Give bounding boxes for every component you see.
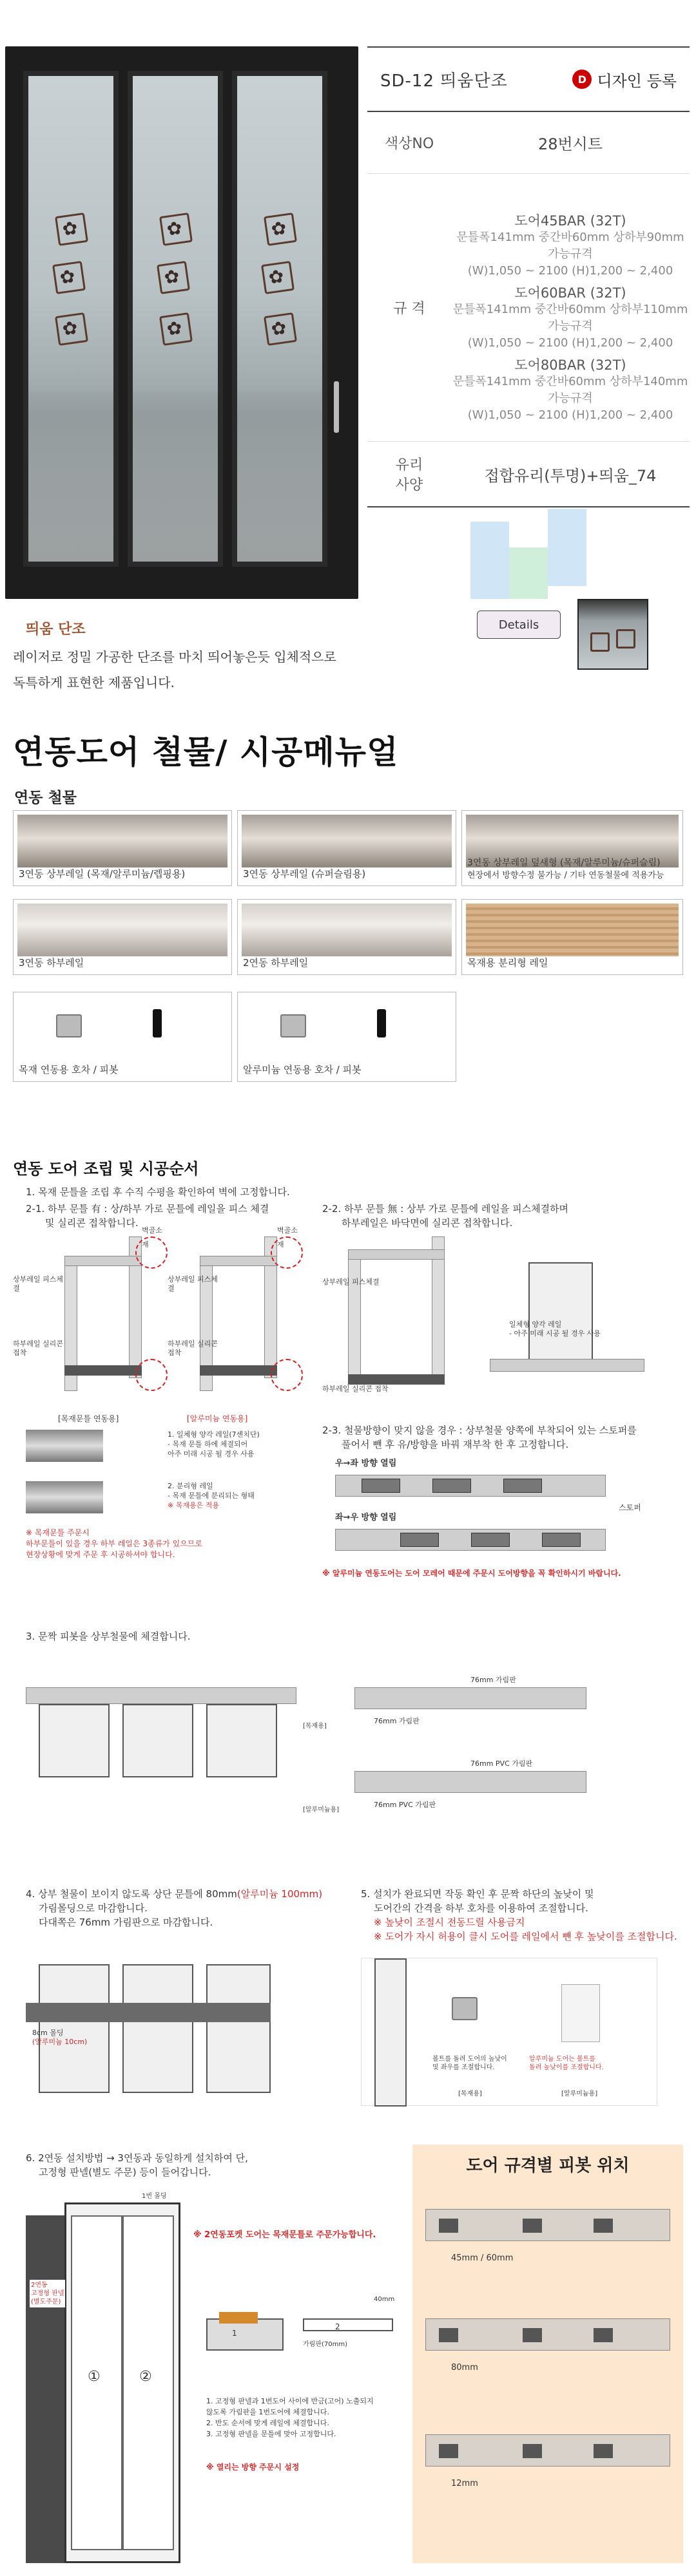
roller-icon xyxy=(56,1014,82,1037)
rail-cross-section-image xyxy=(26,1430,103,1462)
diagram-label: 벽골소재 xyxy=(277,1226,298,1249)
step-text-line: (별도주문) xyxy=(31,2298,61,2306)
door-number-2: ② xyxy=(139,2369,152,2385)
step-text-line: 1. 일체형 양각 레일(7센치단) xyxy=(168,1430,260,1439)
hardware-item xyxy=(237,810,456,886)
alu-roller-icon xyxy=(561,1984,600,2042)
hardware-item xyxy=(461,899,683,975)
alu-direction-warning: ※ 알루미늄 연동도어는 도어 모레어 때문에 주문시 도어방향을 꼭 확인하시기 바랍니다. xyxy=(322,1569,621,1578)
forged-motif-icon xyxy=(159,213,193,246)
diagram-label: 가림판(70mm) xyxy=(303,2341,347,2348)
step-text-line: 가림몰딩으로 마감합니다. xyxy=(39,1902,148,1914)
step-text-line: 아주 미래 시공 될 경우 사용 xyxy=(168,1450,255,1458)
hardware-item-label: 3연동 상부레일 (목재/알루미늄/렙핑용) xyxy=(19,868,186,880)
hardware-item xyxy=(461,810,683,886)
step-text-line: 도어간의 간격을 하부 호차를 이용하여 조절합니다. xyxy=(374,1902,588,1914)
spec-title-row xyxy=(367,46,690,112)
step-text-line: 고정형 판넬 xyxy=(31,2290,64,2297)
step-text-line: 다대쪽은 76mm 가림판으로 마감합니다. xyxy=(39,1917,213,1928)
rail-cross-section-image xyxy=(26,1481,103,1513)
warning-line: 현장상황에 맞게 주문 후 시공하셔야 합니다. xyxy=(26,1550,175,1559)
spec-size-row xyxy=(367,174,690,442)
wood-order-warning xyxy=(26,1528,202,1560)
hardware-item-note: 현장에서 방향수정 불가능 / 기타 연동철물에 적용가능 xyxy=(467,871,664,880)
pivot-row-80 xyxy=(425,2318,670,2351)
pivot-panel-title: 도어 규격별 피봇 위치 xyxy=(466,2156,630,2175)
molding-label xyxy=(32,2029,87,2047)
rail-note-side xyxy=(509,1320,601,1338)
roller-icon xyxy=(452,1997,478,2020)
two-door-diagram xyxy=(26,2193,180,2563)
hardware-item xyxy=(13,810,232,886)
diagram-label: 76mm 가림판 xyxy=(374,1717,420,1725)
door-panel-left xyxy=(23,71,119,567)
pivot-row-label: 12mm xyxy=(451,2479,478,2488)
forged-motif-icon xyxy=(590,632,610,652)
step-text-line: 2. 반도 순서에 맞게 레일에 체결합니다. xyxy=(206,2419,329,2427)
hardware-item xyxy=(237,899,456,975)
alu-frame-diagram xyxy=(168,1226,303,1404)
hardware-title: 연동 철물 xyxy=(14,790,77,806)
step-3-text: 3. 문짝 피봇을 상부철물에 체결합니다. xyxy=(26,1631,191,1642)
spec-glass-value: 접합유리(투명)+띄움_74 xyxy=(484,466,657,485)
diagram-caption: [알루미늄 연동용] xyxy=(187,1414,248,1423)
forged-motif-icon xyxy=(261,261,295,294)
forged-motif-icon xyxy=(52,261,86,294)
diagram-label: 상부레일 피스체결 xyxy=(13,1275,63,1293)
diagram-label: [목재용] xyxy=(458,2090,482,2098)
step-text-line: 풀어서 뺀 후 유/방향을 바꿔 재부착 한 후 고정합니다. xyxy=(342,1439,569,1450)
door-spec-head: 도어60BAR (32T) xyxy=(514,285,626,301)
lower-rail-image xyxy=(242,904,452,956)
step-text-line: 2. 분리형 레일 xyxy=(168,1482,213,1490)
cover-plate-diagram xyxy=(303,1674,632,1829)
diagram-label: 상부레일 피스체결 xyxy=(322,1278,380,1286)
spec-color-label: 색상NO xyxy=(384,136,434,152)
door-spec-line: 문틀폭141mm 중간바60mm 상하부110mm xyxy=(452,303,688,316)
fixed-panel-label xyxy=(30,2280,65,2307)
step-text-line: 1. 고정형 판넬과 1번도어 사이에 반금(고어) 노출되지 xyxy=(206,2397,374,2405)
spec-table xyxy=(367,46,690,507)
step-2-2-text xyxy=(322,1202,568,1230)
step-text-line: 2-2. 하부 문틀 無 : 상부 가로 문틀에 레일을 피스체결하며 xyxy=(322,1203,569,1215)
wood-rail-image xyxy=(466,904,679,956)
upper-rail-image xyxy=(242,815,452,867)
molding-image xyxy=(26,1945,271,2093)
step-5-text xyxy=(361,1887,677,1944)
hardware-item xyxy=(237,992,456,1082)
no-bottom-frame-diagram xyxy=(322,1236,464,1404)
hardware-item-label: 3연동 상부레일 덮새형 (목재/알루미늄/슈퍼슬림) xyxy=(467,858,661,868)
door-spec-45 xyxy=(451,213,690,279)
stopper-label: 스토퍼 xyxy=(619,1503,641,1512)
door-panel-middle xyxy=(128,71,223,567)
product-thumbnail[interactable] xyxy=(577,599,648,670)
step-text-line: 하부레일은 바닥면에 실리콘 접착합니다. xyxy=(342,1217,513,1229)
pivot-icon xyxy=(153,1009,162,1037)
spec-glass-label xyxy=(367,442,451,506)
direction-label: 좌→우 방향 열림 xyxy=(335,1513,397,1522)
product-name: 띄움 단조 xyxy=(26,621,86,638)
spec-glass-label-line: 사양 xyxy=(395,477,423,493)
door-spec-line: (W)1,050 ~ 2100 (H)1,200 ~ 2,400 xyxy=(467,264,673,278)
door-spec-60 xyxy=(451,285,690,352)
direction-label: 우→좌 방향 열림 xyxy=(335,1459,397,1468)
hardware-item-label: 목재 연동용 호차 / 피봇 xyxy=(19,1064,119,1075)
diagram-label: 벽골소재 xyxy=(142,1226,162,1249)
hardware-item-label: 2연동 하부레일 xyxy=(243,957,309,969)
pivot-position-panel xyxy=(412,2145,683,2563)
spec-color-row xyxy=(367,112,690,174)
diagram-label: [목재용] xyxy=(303,1723,327,1730)
product-code-title: SD-12 띄움단조 xyxy=(380,71,508,91)
door-spec-head: 도어80BAR (32T) xyxy=(514,357,626,373)
spec-size-label: 규 격 xyxy=(393,301,425,317)
design-registration-label: 디자인 등록 xyxy=(597,71,677,90)
door-spec-line: 가능규격 xyxy=(548,392,593,405)
pivot-row-12 xyxy=(425,2434,670,2467)
pivot-icon xyxy=(377,1009,386,1037)
hardware-item-label: 알루미늄 연동용 호차 / 피봇 xyxy=(243,1064,362,1075)
step-1-text: 1. 목재 문틀을 조립 후 수직 수평을 확인하여 벽에 고정합니다. xyxy=(26,1186,290,1198)
diagram-label: 하부레일 실리콘 접착 xyxy=(322,1385,389,1393)
adjust-caption xyxy=(432,2055,507,2072)
upper-rail-image xyxy=(17,815,227,867)
step-text-line: 5. 설치가 완료되면 작동 확인 후 문짝 하단의 높낮이 및 xyxy=(361,1888,594,1900)
step-text-line: 3. 고정형 판넬을 문틀에 맞아 고정합니다. xyxy=(206,2430,336,2438)
step-text-line: ※ 목재용은 적용 xyxy=(168,1501,219,1510)
step-text-line: - 목재 문틀 하에 체결되어 xyxy=(168,1440,248,1448)
hardware-item-label: 3연동 하부레일 xyxy=(19,957,84,969)
step-text-line: 4. 상부 철물이 보이지 않도록 상단 문틀에 80mm xyxy=(26,1888,237,1900)
step-6-notes xyxy=(206,2396,374,2439)
details-button[interactable]: Details xyxy=(477,611,561,639)
forged-motif-icon xyxy=(55,213,88,246)
design-registration-icon: D xyxy=(572,70,592,89)
step-text-line: 8cm 몰딩 xyxy=(32,2029,64,2037)
step-text-line: 일체형 양각 레일 xyxy=(509,1320,562,1329)
spec-glass-label-line: 유리 xyxy=(395,457,423,473)
hardware-item xyxy=(13,992,232,1082)
rail-note-2 xyxy=(168,1481,255,1510)
step-6-final-warning: ※ 열리는 방향 주문시 설정 xyxy=(206,2463,300,2472)
step-text-line: 고정형 판넬(별도 주문) 등이 들어갑니다. xyxy=(39,2166,211,2178)
cover-plate-install-diagram xyxy=(206,2293,400,2370)
forged-motif-icon xyxy=(616,629,635,649)
forged-motif-icon xyxy=(157,261,190,294)
diagram-label: 2 xyxy=(335,2322,340,2331)
product-description-line: 독특하게 표현한 제품입니다. xyxy=(13,675,175,690)
assembly-title: 연동 도어 조립 및 시공순서 xyxy=(13,1160,199,1178)
door-spec-line: 가능규격 xyxy=(548,247,593,261)
door-spec-line: (W)1,050 ~ 2100 (H)1,200 ~ 2,400 xyxy=(467,336,673,350)
step-text-line: 및 실리콘 접착합니다. xyxy=(45,1217,139,1229)
rail-profile-image xyxy=(490,1359,644,1372)
diagram-label: 40mm xyxy=(374,2296,395,2303)
wall-frame-image xyxy=(490,1262,632,1365)
spec-color-value: 28번시트 xyxy=(537,135,603,153)
door-spec-line: 가능규격 xyxy=(548,319,593,333)
product-door-image xyxy=(5,46,358,599)
manual-title: 연동도어 철물/ 시공메뉴얼 xyxy=(13,734,399,771)
product-description-line: 레이저로 정밀 가공한 단조를 마치 띄어놓은듯 입체적으로 xyxy=(13,649,336,665)
door-spec-80 xyxy=(451,357,690,424)
roller-icon xyxy=(280,1014,306,1037)
step-text-line: 알루미늄 도어는 볼트를 xyxy=(529,2056,595,2063)
pivot-assembly-image xyxy=(26,1662,296,1777)
step-warning: ※ 도어가 자시 허용이 클시 도어를 레일에서 뺀 후 높낮이를 조절합니다. xyxy=(374,1931,677,1942)
rail-note-1 xyxy=(168,1430,260,1459)
step-6-text xyxy=(26,2151,248,2179)
design-registration xyxy=(572,68,677,91)
diagram-label: 상부레일 피스체결 xyxy=(168,1275,218,1293)
door-panel-right xyxy=(232,71,327,567)
hardware-item xyxy=(13,899,232,975)
pivot-row-45-60 xyxy=(425,2209,670,2241)
hardware-item-label: 3연동 상부레일 (슈퍼슬림용) xyxy=(243,868,366,880)
watermark-logo-icon xyxy=(470,509,586,605)
forged-motif-icon xyxy=(264,312,297,346)
step-6-warning: ※ 2연동포켓 도어는 목재문틀로 주문가능합니다. xyxy=(193,2230,376,2240)
warning-line: 하부문틀이 있을 경우 하부 레일은 3종류가 있으므로 xyxy=(26,1539,202,1548)
warning-title: ※ 목재문틀 주문시 xyxy=(26,1528,90,1537)
roller-pivot-image xyxy=(17,996,227,1061)
door-spec-line: (W)1,050 ~ 2100 (H)1,200 ~ 2,400 xyxy=(467,408,673,422)
diagram-label: [알루미늄용] xyxy=(561,2090,598,2098)
roller-pivot-image xyxy=(242,996,452,1061)
lower-rail-image xyxy=(17,904,227,956)
pivot-row-label: 45mm / 60mm xyxy=(451,2253,514,2263)
step-text-line: 및 좌우를 조절합니다. xyxy=(432,2064,495,2071)
direction-rail-left-right xyxy=(335,1529,606,1551)
diagram-label: 76mm PVC 가림판 xyxy=(374,1801,436,1809)
step-text-line: (알루미늄 10cm) xyxy=(32,2038,88,2046)
product-description xyxy=(13,644,400,696)
forged-motif-icon xyxy=(264,213,297,246)
step-text-line: 6. 2연동 설치방법 → 3연동과 동일하게 설치하여 단, xyxy=(26,2152,248,2164)
step-text-line: 않도록 가림판을 1번도어에 체결합니다. xyxy=(206,2408,329,2416)
step-text-line: - 아주 미래 시공 될 경우 사용 xyxy=(509,1329,601,1338)
door-spec-head: 도어45BAR (32T) xyxy=(514,213,626,229)
spec-glass-row xyxy=(367,442,690,507)
forged-motif-icon xyxy=(159,312,193,346)
diagram-label: 1 xyxy=(232,2329,237,2338)
hardware-item-label: 목재용 분리형 레일 xyxy=(467,957,548,969)
step-text-line: 돌려 높낮이를 조절합니다. xyxy=(529,2064,604,2071)
diagram-label: 76mm 가림판 xyxy=(470,1676,516,1684)
door-spec-line: 문틀폭141mm 중간바60mm 상하부140mm xyxy=(452,375,688,388)
step-text-line: 2연동 xyxy=(31,2282,48,2289)
step-text-line: - 목재 문틀에 분리되는 형태 xyxy=(168,1492,255,1500)
height-adjust-image xyxy=(361,1958,657,2106)
wood-frame-diagram xyxy=(13,1226,168,1404)
step-text-line: 2-1. 하부 문틀 有 : 상/하부 가로 문틀에 레일을 피스 체결 xyxy=(26,1203,269,1215)
door-number-1: ① xyxy=(88,2369,101,2385)
step-text-highlight: (알루미늄 100mm) xyxy=(237,1888,323,1900)
step-4-text xyxy=(26,1887,322,1929)
direction-rail-right-left xyxy=(335,1475,606,1497)
step-warning: ※ 높낮이 조절시 전동드릴 사용금지 xyxy=(374,1917,525,1928)
diagram-label: 하부레일 실리콘 접착 xyxy=(168,1340,218,1357)
step-2-3-text xyxy=(322,1423,637,1452)
adjust-caption xyxy=(529,2055,604,2072)
door-spec-line: 문틀폭141mm 중간바60mm 상하부90mm xyxy=(456,231,684,244)
pivot-row-label: 80mm xyxy=(451,2363,478,2372)
step-text-line: 2-3. 철물방향이 맞지 않을 경우 : 상부철물 양쪽에 부착되어 있는 스토퍼를 xyxy=(322,1425,637,1436)
step-text-line: 볼트를 돌려 도어의 높낮이 xyxy=(432,2056,507,2063)
door-handle xyxy=(334,381,339,433)
diagram-label: 76mm PVC 가림판 xyxy=(470,1759,533,1768)
forged-motif-icon xyxy=(55,312,88,346)
diagram-label: [알루미늄용] xyxy=(303,1806,340,1814)
diagram-caption: [목재문틀 연동용] xyxy=(58,1414,119,1423)
spec-size-value xyxy=(451,174,690,441)
diagram-label: 하부레일 실리콘 접착 xyxy=(13,1340,63,1357)
diagram-label: 1번 몰딩 xyxy=(142,2193,167,2200)
